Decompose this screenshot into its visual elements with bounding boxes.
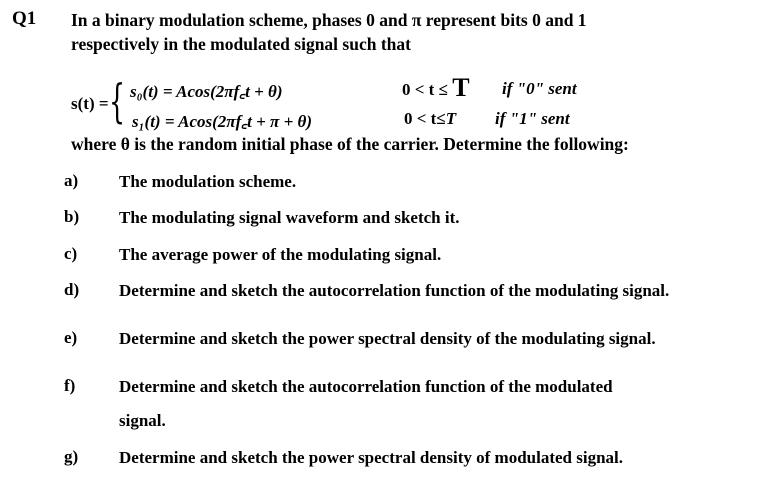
intro-line-2: respectively in the modulated signal such that bbox=[71, 33, 411, 54]
case-1-condition bbox=[404, 109, 456, 129]
part-label-b: b) bbox=[64, 207, 80, 226]
case-1-when: if "1" sent bbox=[495, 109, 570, 128]
question-number: Q1 bbox=[12, 8, 37, 29]
where-line: where θ is the random initial phase of the carrier. Determine the following: bbox=[71, 134, 629, 154]
part-text-c: The average power of the modulating signal. bbox=[119, 245, 442, 264]
piecewise-brace: { bbox=[109, 74, 126, 128]
case-0-period: T bbox=[452, 73, 470, 102]
part-text-e: Determine and sketch the power spectral density of the modulating signal. bbox=[119, 329, 656, 348]
part-label-a: a) bbox=[64, 171, 79, 190]
case-0-condition bbox=[402, 73, 470, 102]
case-1-period: T bbox=[445, 109, 457, 128]
signal-label: s(t) = bbox=[71, 94, 109, 113]
case-0-condition-pre: 0 < t ≤ bbox=[402, 80, 453, 99]
case-0-when: if "0" sent bbox=[502, 79, 577, 98]
part-text-f-continued: signal. bbox=[119, 411, 166, 430]
part-text-b: The modulating signal waveform and sketch it. bbox=[119, 208, 460, 227]
case-1-condition-pre: 0 < t≤ bbox=[404, 109, 446, 128]
case-0-equation: s₀(t) = Acos(2πf꜀t + θ) bbox=[130, 82, 283, 101]
part-label-e: e) bbox=[64, 328, 78, 347]
part-label-d: d) bbox=[64, 280, 80, 299]
part-text-d: Determine and sketch the autocorrelation function of the modulating signal. bbox=[119, 281, 670, 300]
intro-line-1: In a binary modulation scheme, phases 0 and π represent bits 0 and 1 bbox=[71, 10, 587, 30]
case-1-equation: s₁(t) = Acos(2πf꜀t + π + θ) bbox=[132, 112, 312, 131]
part-label-g: g) bbox=[64, 447, 79, 466]
question-intro bbox=[71, 9, 587, 56]
part-text-f: Determine and sketch the autocorrelation function of the modulated bbox=[119, 377, 613, 396]
part-label-c: c) bbox=[64, 244, 78, 263]
part-label-f: f) bbox=[64, 376, 76, 395]
part-text-a: The modulation scheme. bbox=[119, 172, 297, 191]
part-text-g: Determine and sketch the power spectral density of modulated signal. bbox=[119, 448, 623, 467]
